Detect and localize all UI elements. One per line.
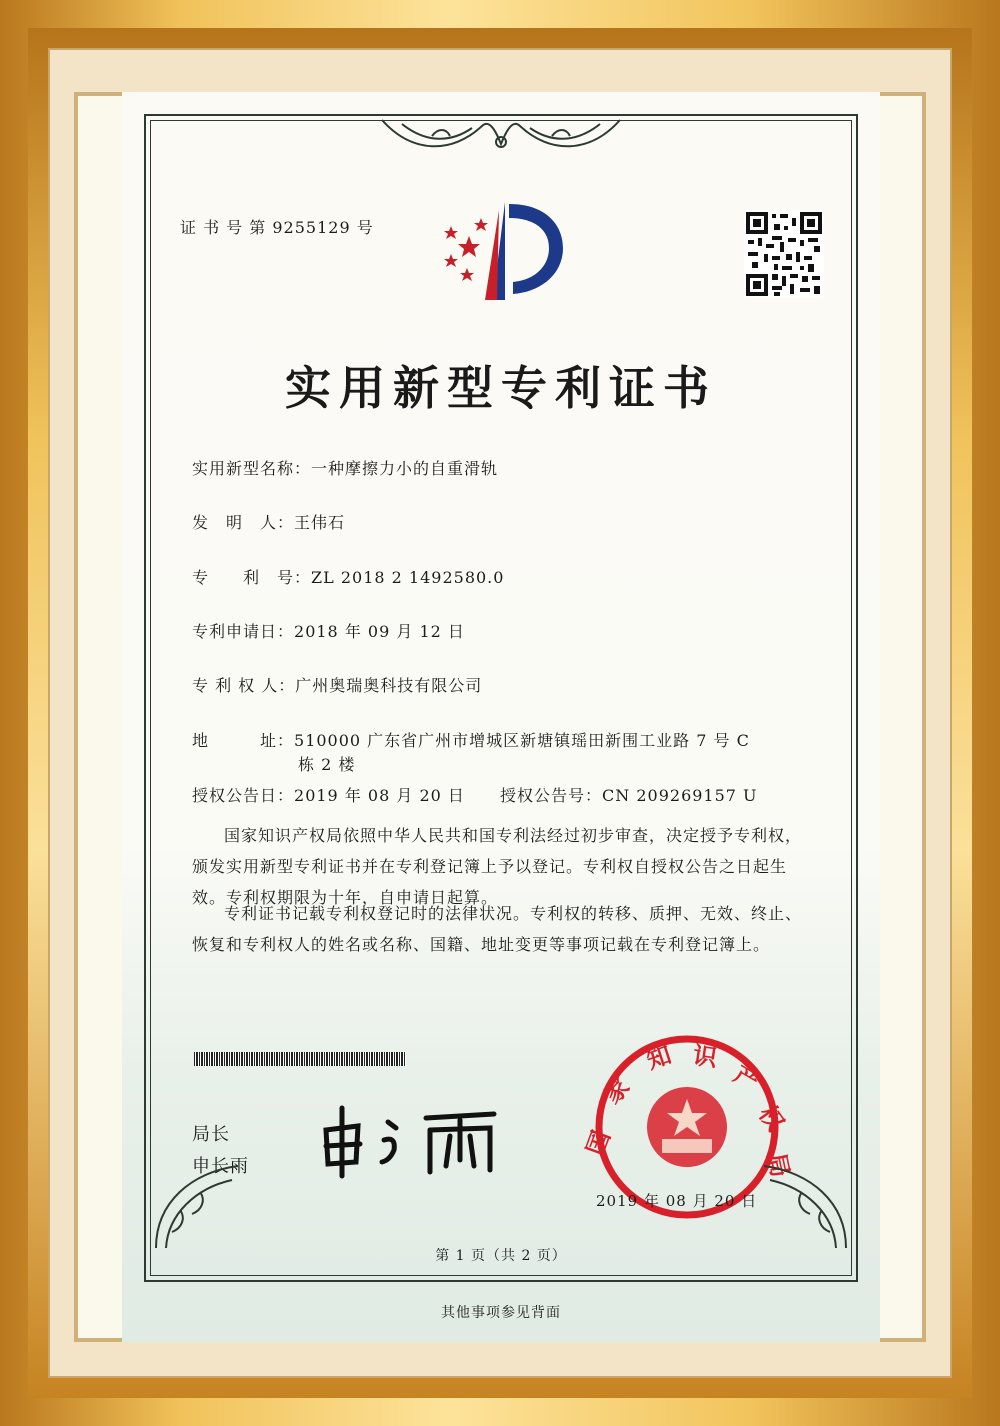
grant-statement: 国家知识产权局依照中华人民共和国专利法经过初步审查，决定授予专利权，颁发实用新型专利证书并在专利登记簿上予以登记。专利权自授权公告之日起生效。专利权期限为十年，自申请日起算。 — [192, 826, 803, 907]
svg-text:家: 家 — [598, 1072, 636, 1110]
field-address — [192, 728, 750, 751]
field-label: 授权公告日： — [192, 786, 295, 805]
field-announcement-number — [500, 783, 758, 806]
page-info: 第 1 页（共 2 页） — [435, 1248, 567, 1264]
svg-text:产: 产 — [729, 1059, 764, 1097]
field-value: 2018 年 09 月 12 日 — [294, 622, 465, 641]
certificate-number-value: 9255129 — [272, 218, 351, 237]
field-label: 专利申请日： — [192, 622, 295, 641]
field-value: 王伟石 — [294, 513, 346, 532]
field-label: 专 利 权 人： — [192, 676, 296, 695]
field-inventor — [192, 510, 345, 533]
seal-date: 2019 年 08 月 20 日 — [596, 1192, 758, 1210]
svg-text:知: 知 — [643, 1040, 675, 1075]
field-label: 实用新型名称： — [192, 459, 312, 478]
field-address-line2: 栋 2 楼 — [298, 755, 356, 774]
field-utility-name — [192, 456, 498, 479]
field-grant-date — [192, 783, 465, 806]
svg-text:识: 识 — [691, 1041, 719, 1073]
certificate-number-suffix: 号 — [356, 218, 374, 237]
qr-code-icon — [744, 210, 824, 298]
svg-text:权: 权 — [753, 1100, 790, 1137]
field-application-date — [192, 619, 465, 642]
director-signature-icon — [318, 1100, 508, 1180]
field-value: 2019 年 08 月 20 日 — [294, 786, 465, 805]
field-label: 专 利 号： — [192, 568, 312, 587]
footer-note: 其他事项参见背面 — [441, 1305, 561, 1321]
corner-ornament-right-icon — [760, 1162, 850, 1252]
field-label: 授权公告号： — [500, 786, 603, 805]
director-name: 申长雨 — [192, 1156, 249, 1177]
certificate-paper — [122, 92, 880, 1342]
field-value: 510000 广东省广州市增城区新塘镇瑶田新围工业路 7 号 C — [294, 731, 750, 750]
certificate-title: 实用新型专利证书 — [285, 361, 717, 415]
patent-office-logo-icon — [437, 196, 567, 306]
field-value: CN 209269157 U — [602, 786, 758, 805]
field-value: 广州奥瑞奥科技有限公司 — [295, 676, 483, 695]
top-ornament-icon — [372, 114, 630, 164]
field-value: ZL 2018 2 1492580.0 — [311, 568, 505, 587]
corner-ornament-left-icon — [152, 1162, 242, 1252]
certificate-number-label: 证 书 号 第 — [180, 218, 267, 237]
field-label: 发 明 人： — [192, 513, 295, 532]
field-patent-number — [192, 565, 504, 588]
director-title: 局长 — [192, 1124, 230, 1145]
certificate-number — [180, 215, 374, 238]
svg-text:局: 局 — [762, 1150, 795, 1180]
field-label: 地 址： — [192, 731, 295, 750]
svg-text:国: 国 — [581, 1126, 616, 1160]
barcode — [194, 1052, 406, 1066]
field-value: 一种摩擦力小的自重滑轨 — [311, 459, 499, 478]
legal-status-statement: 专利证书记载专利权登记时的法律状况。专利权的转移、质押、无效、终止、恢复和专利权人的姓名或名称、国籍、地址变更等事项记载在专利登记簿上。 — [192, 904, 803, 954]
field-patentee — [192, 673, 482, 696]
